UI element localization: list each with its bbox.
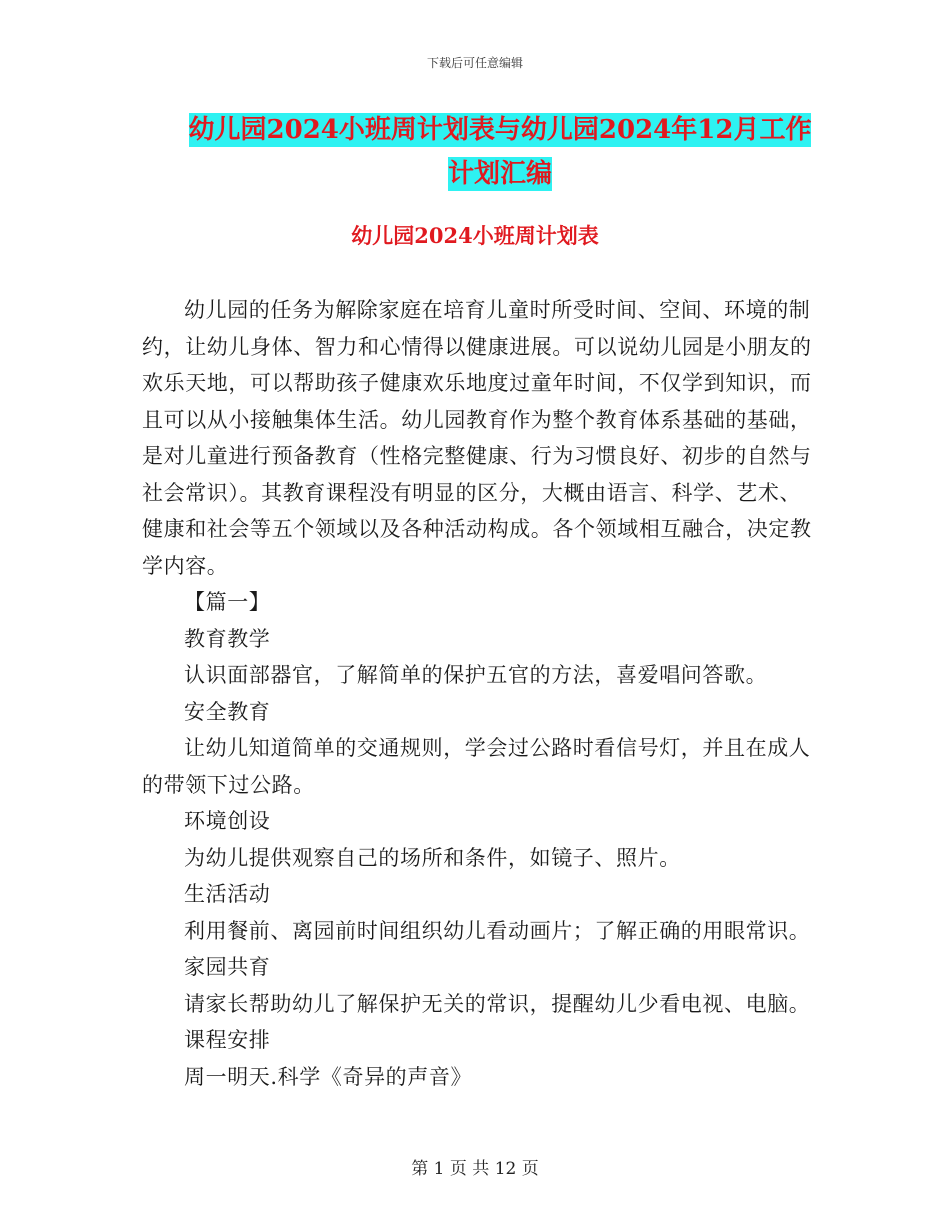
document-body <box>142 292 812 1095</box>
paragraph-safety: 让幼儿知道简单的交通规则，学会过公路时看信号灯，并且在成人的带领下过公路。 <box>142 736 811 797</box>
header-note: 下载后可任意编辑 <box>426 56 523 70</box>
part-label: 【篇一】 <box>184 590 271 614</box>
paragraph-schedule: 周一明天.科学《奇异的声音》 <box>184 1064 473 1089</box>
paragraph-home: 请家长帮助幼儿了解保护无关的常识，提醒幼儿少看电视、电脑。 <box>184 991 811 1016</box>
document-title <box>150 108 850 196</box>
heading-home: 家园共育 <box>184 955 271 979</box>
heading-environment: 环境创设 <box>184 809 271 833</box>
heading-schedule: 课程安排 <box>184 1028 271 1052</box>
heading-safety: 安全教育 <box>184 699 271 724</box>
document-title-line1: 幼儿园2024小班周计划表与幼儿园2024年12月工作 <box>188 115 812 145</box>
intro-paragraph: 幼儿园的任务为解除家庭在培育儿童时所受时间、空间、环境的制约，让幼儿身体、智力和心情得以健康进展。可以说幼儿园是小朋友的欢乐天地，可以帮助孩子健康欢乐地度过童年时间，不仅学到知识，而且可以从小接触集体生活。幼儿园教育作为整个教育体系基础的基础，是对儿童进行预备教育（性格完整健康、行为习惯良好、初步的自然与社会常识）。其教育课程没有明显的区分，大概由语言、科学、艺术、健康和社会等五个领域以及各种活动构成。各个领域相互融合，决定教学内容。 <box>142 298 812 578</box>
paragraph-life: 利用餐前、离园前时间组织幼儿看动画片；了解正确的用眼常识。 <box>184 918 811 943</box>
page-footer: 第 1 页 共 12 页 <box>411 1159 539 1179</box>
document-title-line2: 计划汇编 <box>447 159 552 189</box>
paragraph-environment: 为幼儿提供观察自己的场所和条件，如镜子、照片。 <box>184 845 681 870</box>
heading-life: 生活活动 <box>184 882 271 906</box>
section-title: 幼儿园2024小班周计划表 <box>351 223 599 248</box>
paragraph-teaching: 认识面部器官，了解简单的保护五官的方法，喜爱唱问答歌。 <box>184 663 768 687</box>
heading-teaching: 教育教学 <box>184 626 271 651</box>
